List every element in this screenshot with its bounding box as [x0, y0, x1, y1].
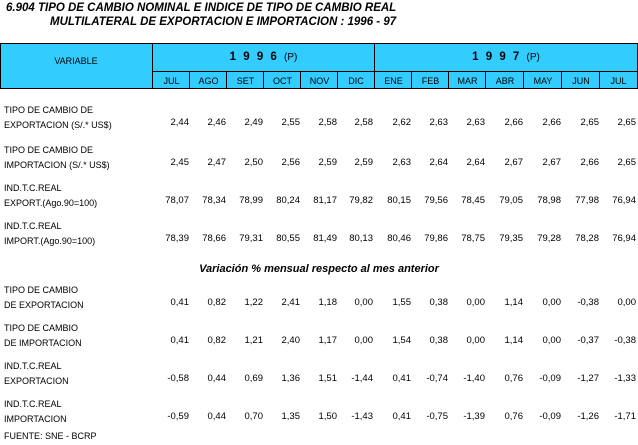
month-header: SET	[236, 76, 255, 86]
table-cell: 1,17	[318, 335, 337, 346]
table-cell: 0,76	[504, 373, 523, 384]
table-cell: 2,64	[429, 157, 448, 168]
table-cell: 1,35	[281, 411, 300, 422]
table-header	[0, 43, 638, 89]
table-cell: 2,56	[281, 157, 300, 168]
table-cell: 2,63	[466, 117, 485, 128]
table-cell: 0,00	[617, 297, 636, 308]
table-cell: -1,43	[351, 411, 373, 422]
table-cell: 2,58	[354, 117, 373, 128]
table-cell: 1,21	[244, 335, 263, 346]
table-cell: 0,00	[466, 297, 485, 308]
table-cell: -1,39	[463, 411, 485, 422]
row-label: TIPO DE CAMBIO DE IMPORTACION	[4, 323, 82, 348]
table-cell: 0,38	[429, 297, 448, 308]
table-cell: -1,40	[463, 373, 485, 384]
table-cell: 78,75	[461, 233, 485, 244]
table-cell: 2,65	[617, 157, 636, 168]
month-header: AGO	[198, 76, 219, 86]
table-cell: 0,69	[244, 373, 263, 384]
table-cell: 1,36	[281, 373, 300, 384]
month-header: JUL	[163, 76, 180, 86]
table-cell: 0,76	[504, 411, 523, 422]
table-cell: -0,74	[426, 373, 448, 384]
month-header: MAR	[457, 76, 478, 86]
table-cell: 2,67	[504, 157, 523, 168]
table-cell: 2,63	[429, 117, 448, 128]
table-cell: 78,28	[575, 233, 599, 244]
table-cell: 2,45	[170, 157, 189, 168]
table-cell: 2,58	[318, 117, 337, 128]
month-header: FEB	[421, 76, 440, 86]
table-cell: 2,63	[392, 157, 411, 168]
table-cell: 80,46	[387, 233, 411, 244]
table-cell: 0,00	[354, 335, 373, 346]
table-cell: -0,38	[614, 335, 636, 346]
table-cell: 0,41	[392, 411, 411, 422]
table-cell: -0,37	[577, 335, 599, 346]
table-cell: -1,71	[614, 411, 636, 422]
table-cell: 2,41	[281, 297, 300, 308]
table-cell: 2,64	[466, 157, 485, 168]
month-header: ENE	[384, 76, 403, 86]
row-label: IND.T.C.REAL EXPORT.(Ago.90=100)	[4, 183, 98, 208]
table-cell: 78,45	[461, 195, 485, 206]
table-cell: 1,22	[244, 297, 263, 308]
row-label: TIPO DE CAMBIO DE EXPORTACION (S/.* US$)	[4, 105, 112, 130]
table-cell: -1,33	[614, 373, 636, 384]
year-1997-header: 1 9 9 7 (P)	[472, 51, 540, 63]
table-cell: 0,38	[429, 335, 448, 346]
table-cell: 76,94	[612, 233, 636, 244]
table-cell: 1,18	[318, 297, 337, 308]
table-cell: -0,59	[167, 411, 189, 422]
month-header: NOV	[309, 76, 330, 86]
table-cell: 1,55	[392, 297, 411, 308]
table-cell: 2,44	[170, 117, 189, 128]
table-cell: 79,35	[499, 233, 523, 244]
table-cell: 0,41	[170, 297, 189, 308]
table-cell: 1,14	[504, 335, 523, 346]
table-cell: -0,58	[167, 373, 189, 384]
table-cell: 0,44	[207, 373, 226, 384]
table-cell: 0,00	[542, 335, 561, 346]
table-cell: 2,47	[207, 157, 226, 168]
table-cell: 80,55	[276, 233, 300, 244]
table-cell: 2,67	[542, 157, 561, 168]
table-cell: 78,07	[165, 195, 189, 206]
table-cell: 1,50	[318, 411, 337, 422]
table-cell: 80,24	[276, 195, 300, 206]
table-cell: 79,86	[424, 233, 448, 244]
row-label: TIPO DE CAMBIO DE EXPORTACION	[4, 285, 84, 310]
month-header: OCT	[273, 76, 292, 86]
table-cell: 2,66	[580, 157, 599, 168]
table-cell: 80,15	[387, 195, 411, 206]
table-cell: 79,05	[499, 195, 523, 206]
table-title: 6.904 TIPO DE CAMBIO NOMINAL E INDICE DE TIPO DE CAMBIO REAL	[6, 2, 397, 14]
table-cell: -1,44	[351, 373, 373, 384]
table-cell: 1,51	[318, 373, 337, 384]
table-subtitle: MULTILATERAL DE EXPORTACION E IMPORTACION : 1996 - 97	[50, 16, 397, 28]
table-cell: 1,14	[504, 297, 523, 308]
table-cell: 2,66	[542, 117, 561, 128]
table-cell: 0,00	[466, 335, 485, 346]
table-cell: -0,38	[577, 297, 599, 308]
section-subtitle: Variación % mensual respecto al mes anterior	[199, 263, 439, 275]
variable-header: VARIABLE	[54, 56, 98, 66]
table-cell: 2,65	[617, 117, 636, 128]
row-label: TIPO DE CAMBIO DE IMPORTACION (S/.* US$)	[4, 145, 110, 170]
table-cell: -1,26	[577, 411, 599, 422]
month-header: DIC	[348, 76, 364, 86]
table-cell: 2,59	[354, 157, 373, 168]
table-cell: 0,41	[392, 373, 411, 384]
table-cell: 2,62	[392, 117, 411, 128]
table-cell: 78,34	[202, 195, 226, 206]
month-header: MAY	[533, 76, 553, 86]
table-cell: 0,82	[207, 297, 226, 308]
table-cell: 2,49	[244, 117, 263, 128]
table-cell: 2,50	[244, 157, 263, 168]
table-cell: 78,98	[537, 195, 561, 206]
table-cell: 0,41	[170, 335, 189, 346]
table-cell: 77,98	[575, 195, 599, 206]
month-header: JUN	[572, 76, 590, 86]
table-cell: -1,27	[577, 373, 599, 384]
table-cell: 81,49	[313, 233, 337, 244]
table-cell: 2,66	[504, 117, 523, 128]
table-cell: 79,56	[424, 195, 448, 206]
table-cell: 2,40	[281, 335, 300, 346]
table-cell: 79,31	[239, 233, 263, 244]
month-header: ABR	[495, 76, 515, 86]
table-cell: 0,00	[542, 297, 561, 308]
table-cell: 78,99	[239, 195, 263, 206]
table-cell: 0,70	[244, 411, 263, 422]
month-header: JUL	[610, 76, 627, 86]
table-cell: 2,65	[580, 117, 599, 128]
table-cell: -0,09	[539, 411, 561, 422]
table-cell: 2,55	[281, 117, 300, 128]
year-1996-header: 1 9 9 6 (P)	[229, 51, 298, 63]
row-label: IND.T.C.REAL IMPORTACION	[4, 399, 67, 424]
table-cell: 78,39	[165, 233, 189, 244]
table-cell: 0,00	[354, 297, 373, 308]
source-note: FUENTE: SNE - BCRP	[4, 431, 97, 441]
table-cell: 2,59	[318, 157, 337, 168]
row-label: IND.T.C.REAL IMPORT.(Ago.90=100)	[4, 221, 96, 246]
table-cell: 79,82	[349, 195, 373, 206]
table-cell: 0,44	[207, 411, 226, 422]
table-cell: 79,28	[537, 233, 561, 244]
table-cell: 1,54	[392, 335, 411, 346]
row-label: IND.T.C.REAL EXPORTACION	[4, 361, 69, 386]
table-cell: -0,09	[539, 373, 561, 384]
table-cell: 76,94	[612, 195, 636, 206]
table-cell: 0,82	[207, 335, 226, 346]
table-cell: 81,17	[313, 195, 337, 206]
table-cell: -0,75	[426, 411, 448, 422]
table-cell: 78,66	[202, 233, 226, 244]
table-cell: 80,13	[349, 233, 373, 244]
table-cell: 2,46	[207, 117, 226, 128]
